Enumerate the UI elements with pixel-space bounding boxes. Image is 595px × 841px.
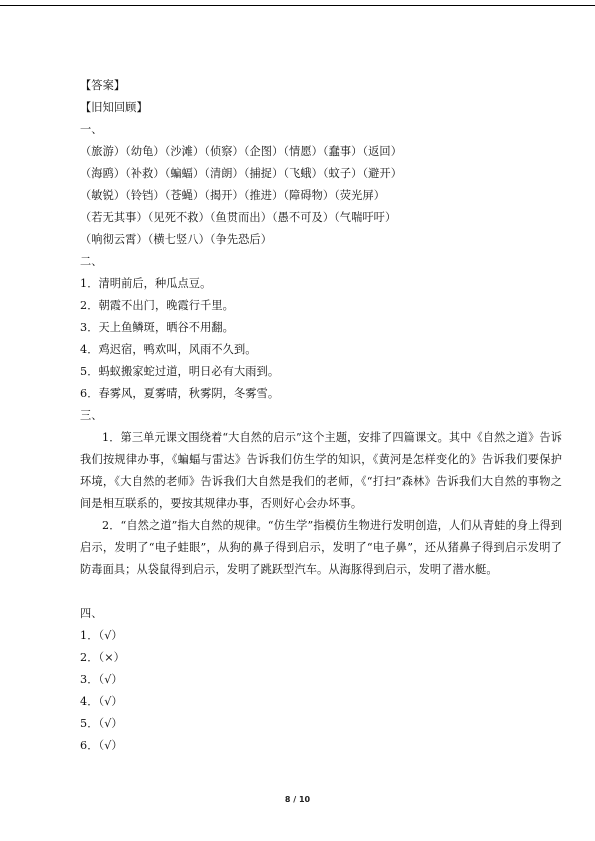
proverb-item: 1．清明前后，种瓜点豆。 — [80, 277, 212, 290]
word-row: （敏锐）（铃铛）（苍蝇）（揭开）（推进）（障碍物）（荧光屏） — [80, 189, 386, 202]
section-4-title: 四、 — [80, 607, 103, 620]
section-3-paragraph-1: 1．第三单元课文围绕着“大自然的启示”这个主题，安排了四篇课文。其中《自然之道》告诉我们按规律办事，《蝙蝠与雷达》告诉我们仿生学的知识，《黄河是怎样变化的》告诉我们要保护环境，《大自然的老师》告诉我们大自然是我们的老师，《“打扫”森林》告诉我们大自然的事物之间是相互联系的，要按其规律办事，否则好心会办坏事。 — [80, 431, 562, 510]
page-number: 8 / 10 — [284, 795, 311, 804]
judgement-item: 4．（√） — [80, 695, 123, 708]
judgement-item: 5．（√） — [80, 717, 123, 730]
proverb-item: 6．春雾风，夏雾晴，秋雾阴，冬雾雪。 — [80, 387, 280, 400]
judgement-item: 1．（√） — [80, 629, 123, 642]
section-3-title: 三、 — [80, 409, 103, 422]
proverb-item: 5．蚂蚁搬家蛇过道，明日必有大雨到。 — [80, 365, 280, 378]
section-2-title: 二、 — [80, 255, 103, 268]
word-row: （海鸥）（补救）（蝙蝠）（清朗）（捕捉）（飞蛾）（蚊子）（避开） — [80, 167, 403, 180]
word-row: （响彻云霄）（横七竖八）（争先恐后） — [80, 233, 272, 246]
header-rule — [0, 5, 595, 6]
word-row: （旅游）（幼龟）（沙滩）（侦察）（企图）（情愿）（蠢事）（返回） — [80, 145, 403, 158]
answer-heading: 【答案】 — [80, 79, 126, 92]
judgement-item: 3．（√） — [80, 673, 123, 686]
proverb-item: 3．天上鱼鳞斑，晒谷不用翻。 — [80, 321, 234, 334]
proverb-item: 4．鸡迟宿，鸭欢叫，风雨不久到。 — [80, 343, 257, 356]
judgement-item: 6．（√） — [80, 739, 123, 752]
review-heading: 【旧知回顾】 — [80, 101, 148, 114]
section-3-paragraph-2: 2．“自然之道”指大自然的规律。“仿生学”指模仿生物进行发明创造，人们从青蛙的身上得到启示，发明了“电子蛙眼”，从狗的鼻子得到启示，发明了“电子鼻”，还从猪鼻子得到启示发明了防毒面具；从袋鼠得到启示，发明了跳跃型汽车。从海豚得到启示，发明了潜水艇。 — [80, 519, 562, 576]
word-row: （若无其事）（见死不救）（鱼贯而出）（愚不可及）（气喘吁吁） — [80, 211, 397, 224]
section-1-title: 一、 — [80, 123, 103, 136]
judgement-item: 2．（×） — [80, 651, 125, 664]
proverb-item: 2．朝霞不出门，晚霞行千里。 — [80, 299, 234, 312]
